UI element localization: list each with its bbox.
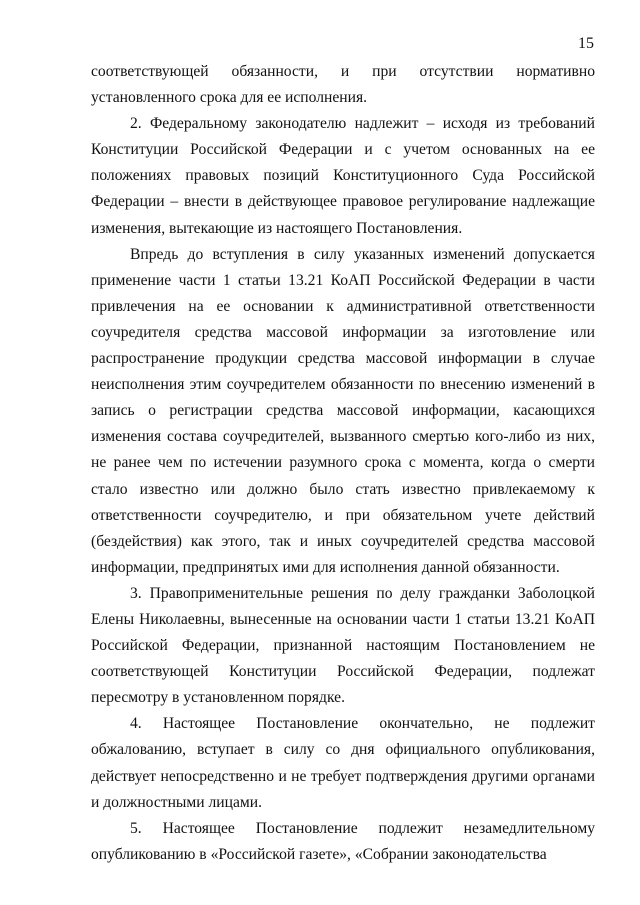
paragraph-item-4: 4. Настоящее Постановление окончательно, не подлежит обжалованию, вступает в силу со дня официального опубликования, действует непосредственно и не требует подтверждения другими органами и должностными лицами. bbox=[91, 715, 595, 811]
page-number: 15 bbox=[578, 35, 594, 52]
document-body bbox=[91, 59, 595, 868]
paragraph-item-2: 2. Федеральному законодателю надлежит – исходя из требований Конституции Российской Федерации и с учетом основанных на ее положениях правовых позиций Конституционного Суда Российской Федерации – внести в действующее правовое регулирование надлежащие изменения, вытекающие из настоящего Постановления. bbox=[91, 115, 595, 237]
paragraph-item-3: 3. Правоприменительные решения по делу гражданки Заболоцкой Елены Николаевны, вынесенные на основании части 1 статьи 13.21 КоАП Российской Федерации, признанной настоящим Постановлением не соответствующей Конституции Российской Федерации, подлежат пересмотру в установленном порядке. bbox=[91, 584, 595, 707]
paragraph-item-5: 5. Настоящее Постановление подлежит незамедлительному опубликованию в «Российской газете», «Собрании законодательства bbox=[91, 819, 595, 863]
paragraph-continuation: соответствующей обязанности, и при отсутствии нормативно установленного срока для ее исполнения. bbox=[91, 63, 595, 107]
paragraph-transitional-provision: Впредь до вступления в силу указанных изменений допускается применение части 1 статьи 13.21 КоАП Российской Федерации в части привлечения на ее основании к административной ответственности соучредителя средства массовой информации за изготовление или распространение продукции средства массовой информации в случае неисполнения этим соучредителем обязанности по внесению изменений в запись о регистрации средства массовой информации, касающихся изменения состава соучредителей, вызванного смертью кого-либо из них, не ранее чем по истечении разумного срока с момента, когда о смерти стало известно или должно было стать известно привлекаемому к ответственности соучредителю, и при обязательном учете действий (бездействия) как этого, так и иных соучредителей средства массовой информации, предпринятых ими для исполнения данной обязанности. bbox=[91, 245, 595, 576]
